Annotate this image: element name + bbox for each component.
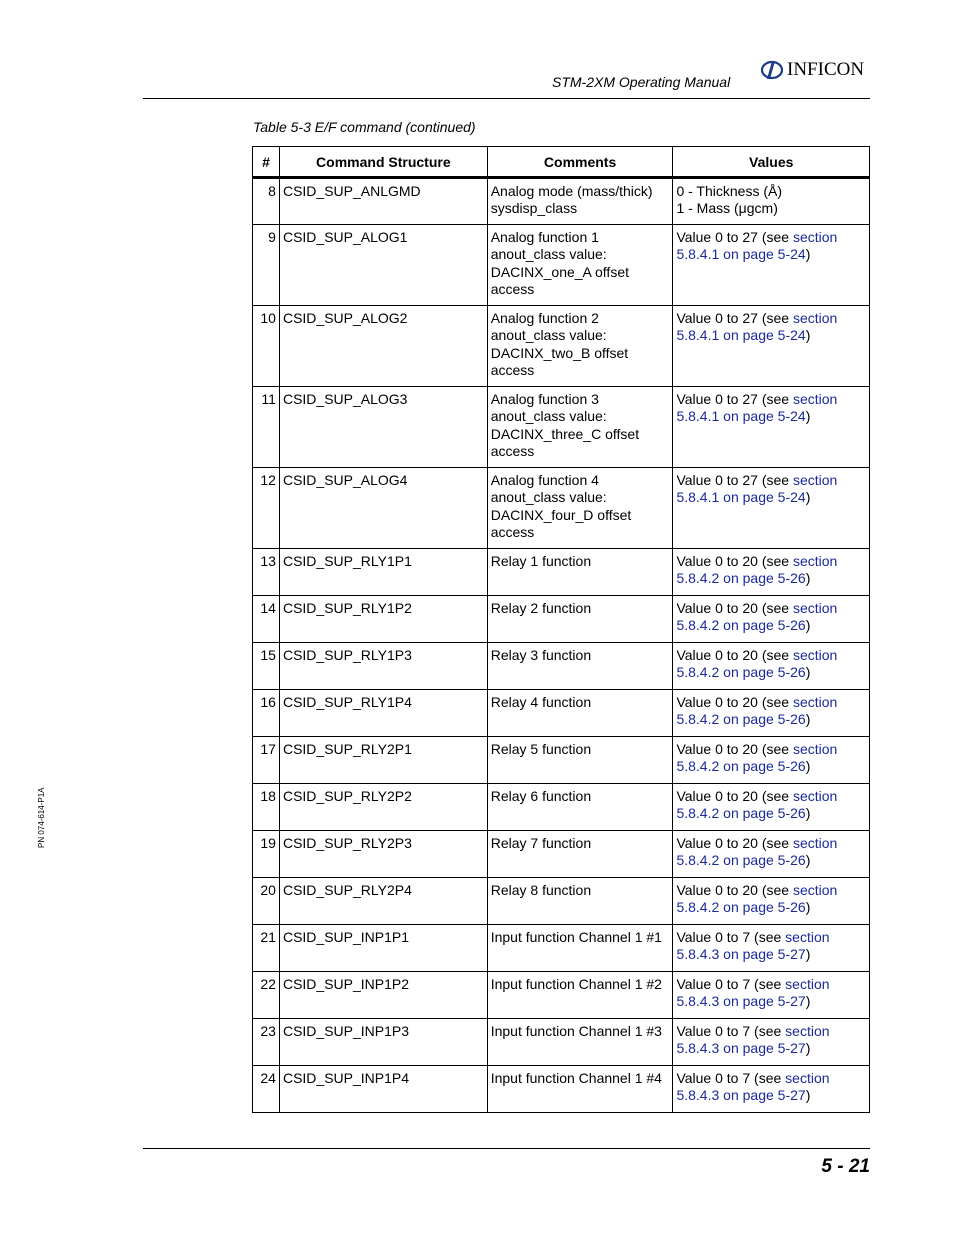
comments-cell — [487, 972, 673, 1019]
table-row — [253, 178, 870, 225]
comments-cell — [487, 784, 673, 831]
value-text-close: ) — [805, 1087, 811, 1104]
comments-cell — [487, 1066, 673, 1113]
section-link[interactable]: section — [785, 1023, 830, 1039]
section-link[interactable]: section — [792, 741, 838, 757]
comments-cell — [487, 468, 673, 549]
values-cell — [673, 972, 870, 1019]
value-text-close: ) — [805, 327, 811, 344]
command-structure: CSID_SUP_RLY1P2 — [279, 596, 487, 643]
table-row — [253, 596, 870, 643]
comment-line: access — [490, 442, 535, 459]
table-header-row — [253, 147, 870, 178]
footer-rule — [143, 1148, 870, 1149]
section-link[interactable]: 5.8.4.2 on page 5-26 — [676, 805, 806, 822]
value-text-close: ) — [805, 489, 811, 506]
comment-line: anout_class value: — [490, 408, 607, 425]
values-cell — [673, 178, 870, 225]
values-cell — [673, 596, 870, 643]
row-number: 21 — [253, 925, 280, 972]
section-link[interactable]: section — [792, 835, 838, 851]
value-text: Value 0 to 20 (see — [676, 882, 793, 898]
row-number: 12 — [253, 468, 280, 549]
value-text-close: ) — [805, 664, 811, 681]
values-cell — [673, 925, 870, 972]
section-link[interactable]: section — [792, 788, 838, 804]
value-text-close: ) — [805, 993, 811, 1010]
row-number: 23 — [253, 1019, 280, 1066]
comment-line: Relay 2 function — [490, 600, 592, 616]
table-caption: Table 5-3 E/F command (continued) — [253, 119, 476, 135]
table-row — [253, 972, 870, 1019]
value-text-close: ) — [805, 852, 811, 869]
comment-line: DACINX_three_C offset — [490, 425, 640, 442]
values-cell — [673, 225, 870, 306]
value-text-close: ) — [805, 1040, 811, 1057]
value-text: Value 0 to 20 (see — [676, 835, 793, 851]
values-cell — [673, 878, 870, 925]
row-number: 17 — [253, 737, 280, 784]
comment-line: anout_class value: — [490, 246, 607, 263]
comment-line: Analog mode (mass/thick) — [490, 183, 653, 199]
table-row — [253, 306, 870, 387]
values-cell — [673, 690, 870, 737]
section-link[interactable]: 5.8.4.1 on page 5-24 — [676, 408, 806, 425]
command-structure: CSID_SUP_RLY2P4 — [279, 878, 487, 925]
comments-cell — [487, 831, 673, 878]
section-link[interactable]: section — [792, 391, 838, 407]
section-link[interactable]: section — [792, 600, 838, 616]
section-link[interactable]: 5.8.4.3 on page 5-27 — [676, 1040, 806, 1057]
value-text: Value 0 to 20 (see — [676, 553, 793, 569]
value-text-close: ) — [805, 246, 811, 263]
values-cell — [673, 306, 870, 387]
values-cell — [673, 387, 870, 468]
section-link[interactable]: 5.8.4.2 on page 5-26 — [676, 852, 806, 869]
row-number: 18 — [253, 784, 280, 831]
comment-line: sysdisp_class — [490, 200, 578, 217]
col-header-command: Command Structure — [279, 147, 487, 178]
value-text-close: ) — [805, 617, 811, 634]
col-header-comments: Comments — [487, 147, 673, 178]
command-structure: CSID_SUP_INP1P2 — [279, 972, 487, 1019]
section-link[interactable]: 5.8.4.1 on page 5-24 — [676, 489, 806, 506]
table-body — [253, 178, 870, 1113]
comments-cell — [487, 690, 673, 737]
row-number: 24 — [253, 1066, 280, 1113]
section-link[interactable]: section — [785, 929, 830, 945]
section-link[interactable]: section — [785, 976, 830, 992]
command-structure: CSID_SUP_RLY1P4 — [279, 690, 487, 737]
logo-text: INFICON — [787, 59, 865, 80]
value-text: Value 0 to 7 (see — [676, 976, 786, 992]
section-link[interactable]: section — [792, 472, 838, 488]
value-text-close: ) — [805, 408, 811, 425]
table-row — [253, 925, 870, 972]
comments-cell — [487, 306, 673, 387]
value-text: Value 0 to 20 (see — [676, 647, 793, 663]
comment-line: Input function Channel 1 #3 — [490, 1023, 662, 1039]
comment-line: DACINX_four_D offset — [490, 506, 632, 523]
comment-line: Analog function 1 — [490, 229, 599, 245]
value-text: Value 0 to 20 (see — [676, 694, 793, 710]
row-number: 22 — [253, 972, 280, 1019]
command-structure: CSID_SUP_ANLGMD — [279, 178, 487, 225]
comment-line: Relay 7 function — [490, 835, 592, 851]
col-header-values: Values — [673, 147, 870, 178]
value-text: Value 0 to 20 (see — [676, 600, 793, 616]
command-structure: CSID_SUP_ALOG4 — [279, 468, 487, 549]
comment-line: DACINX_one_A offset — [490, 263, 629, 280]
value-text-close: ) — [805, 899, 811, 916]
comments-cell — [487, 549, 673, 596]
section-link[interactable]: section — [792, 310, 838, 326]
row-number: 15 — [253, 643, 280, 690]
comment-line: access — [490, 361, 535, 378]
comments-cell — [487, 925, 673, 972]
comment-line: Input function Channel 1 #4 — [490, 1070, 662, 1086]
section-link[interactable]: 5.8.4.2 on page 5-26 — [676, 664, 806, 681]
value-text: Value 0 to 27 (see — [676, 229, 793, 245]
value-line: 0 - Thickness (Å) — [676, 183, 782, 199]
command-structure: CSID_SUP_ALOG3 — [279, 387, 487, 468]
table-row — [253, 643, 870, 690]
comment-line: access — [490, 523, 535, 540]
comment-line: Relay 4 function — [490, 694, 592, 710]
comment-line: Analog function 4 — [490, 472, 599, 488]
command-structure: CSID_SUP_RLY1P1 — [279, 549, 487, 596]
values-cell — [673, 784, 870, 831]
command-structure: CSID_SUP_RLY2P2 — [279, 784, 487, 831]
table-row — [253, 1066, 870, 1113]
comment-line: anout_class value: — [490, 327, 607, 344]
inficon-logo — [760, 58, 864, 82]
value-text-close: ) — [805, 805, 811, 822]
values-cell — [673, 737, 870, 784]
table-row — [253, 1019, 870, 1066]
command-structure: CSID_SUP_RLY1P3 — [279, 643, 487, 690]
col-header-num: # — [253, 147, 280, 178]
value-text-close: ) — [805, 758, 811, 775]
value-text: Value 0 to 27 (see — [676, 472, 793, 488]
row-number: 9 — [253, 225, 280, 306]
comment-line: DACINX_two_B offset — [490, 344, 629, 361]
comments-cell — [487, 1019, 673, 1066]
table-row — [253, 690, 870, 737]
values-cell — [673, 1019, 870, 1066]
comments-cell — [487, 643, 673, 690]
comments-cell — [487, 596, 673, 643]
comment-line: anout_class value: — [490, 489, 607, 506]
value-text: Value 0 to 27 (see — [676, 310, 793, 326]
command-structure: CSID_SUP_RLY2P1 — [279, 737, 487, 784]
section-link[interactable]: section — [792, 882, 838, 898]
section-link[interactable]: 5.8.4.2 on page 5-26 — [676, 758, 806, 775]
value-text: Value 0 to 20 (see — [676, 741, 793, 757]
section-link[interactable]: 5.8.4.2 on page 5-26 — [676, 711, 806, 728]
row-number: 13 — [253, 549, 280, 596]
page-number: 5 - 21 — [821, 1156, 870, 1177]
comment-line: Relay 1 function — [490, 553, 592, 569]
value-text-close: ) — [805, 711, 811, 728]
command-structure: CSID_SUP_INP1P3 — [279, 1019, 487, 1066]
values-cell — [673, 468, 870, 549]
command-structure: CSID_SUP_ALOG1 — [279, 225, 487, 306]
comments-cell — [487, 737, 673, 784]
row-number: 16 — [253, 690, 280, 737]
comment-line: Analog function 2 — [490, 310, 599, 326]
comments-cell — [487, 178, 673, 225]
manual-title: STM-2XM Operating Manual — [552, 74, 731, 90]
section-link[interactable]: section — [792, 229, 838, 245]
section-link[interactable]: 5.8.4.3 on page 5-27 — [676, 946, 806, 963]
section-link[interactable]: 5.8.4.2 on page 5-26 — [676, 899, 806, 916]
comment-line: Relay 5 function — [490, 741, 592, 757]
values-cell — [673, 643, 870, 690]
values-cell — [673, 1066, 870, 1113]
command-structure: CSID_SUP_ALOG2 — [279, 306, 487, 387]
command-structure: CSID_SUP_INP1P1 — [279, 925, 487, 972]
inficon-logo-mark-icon — [760, 58, 784, 82]
comment-line: Input function Channel 1 #1 — [490, 929, 662, 945]
table-row — [253, 225, 870, 306]
comment-line: Relay 6 function — [490, 788, 592, 804]
row-number: 14 — [253, 596, 280, 643]
comment-line: Input function Channel 1 #2 — [490, 976, 662, 992]
comment-line: Relay 3 function — [490, 647, 592, 663]
comment-line: access — [490, 280, 535, 297]
section-link[interactable]: 5.8.4.1 on page 5-24 — [676, 246, 806, 263]
command-structure: CSID_SUP_RLY2P3 — [279, 831, 487, 878]
value-text-close: ) — [805, 570, 811, 587]
part-number-label: PN 074-614-P1A — [37, 787, 46, 848]
row-number: 8 — [253, 178, 280, 225]
command-structure: CSID_SUP_INP1P4 — [279, 1066, 487, 1113]
values-cell — [673, 831, 870, 878]
comments-cell — [487, 387, 673, 468]
row-number: 10 — [253, 306, 280, 387]
section-link[interactable]: 5.8.4.1 on page 5-24 — [676, 327, 806, 344]
comment-line: Analog function 3 — [490, 391, 599, 407]
section-link[interactable]: section — [785, 1070, 830, 1086]
section-link[interactable]: 5.8.4.3 on page 5-27 — [676, 1087, 806, 1104]
table-row — [253, 468, 870, 549]
header-rule — [143, 98, 870, 99]
value-text: Value 0 to 7 (see — [676, 1023, 786, 1039]
value-text-close: ) — [805, 946, 811, 963]
section-link[interactable]: section — [792, 553, 838, 569]
table-row — [253, 784, 870, 831]
section-link[interactable]: 5.8.4.2 on page 5-26 — [676, 617, 806, 634]
value-text: Value 0 to 7 (see — [676, 1070, 786, 1086]
row-number: 11 — [253, 387, 280, 468]
table-row — [253, 387, 870, 468]
comments-cell — [487, 225, 673, 306]
row-number: 19 — [253, 831, 280, 878]
table-row — [253, 549, 870, 596]
section-link[interactable]: section — [792, 647, 838, 663]
comment-line: Relay 8 function — [490, 882, 592, 898]
table-row — [253, 831, 870, 878]
value-line: 1 - Mass (μgcm) — [676, 200, 778, 217]
value-text: Value 0 to 20 (see — [676, 788, 793, 804]
command-table — [252, 146, 870, 1113]
table-row — [253, 737, 870, 784]
section-link[interactable]: 5.8.4.3 on page 5-27 — [676, 993, 806, 1010]
section-link[interactable]: section — [792, 694, 838, 710]
value-text: Value 0 to 27 (see — [676, 391, 793, 407]
table-row — [253, 878, 870, 925]
comments-cell — [487, 878, 673, 925]
row-number: 20 — [253, 878, 280, 925]
value-text: Value 0 to 7 (see — [676, 929, 786, 945]
values-cell — [673, 549, 870, 596]
section-link[interactable]: 5.8.4.2 on page 5-26 — [676, 570, 806, 587]
